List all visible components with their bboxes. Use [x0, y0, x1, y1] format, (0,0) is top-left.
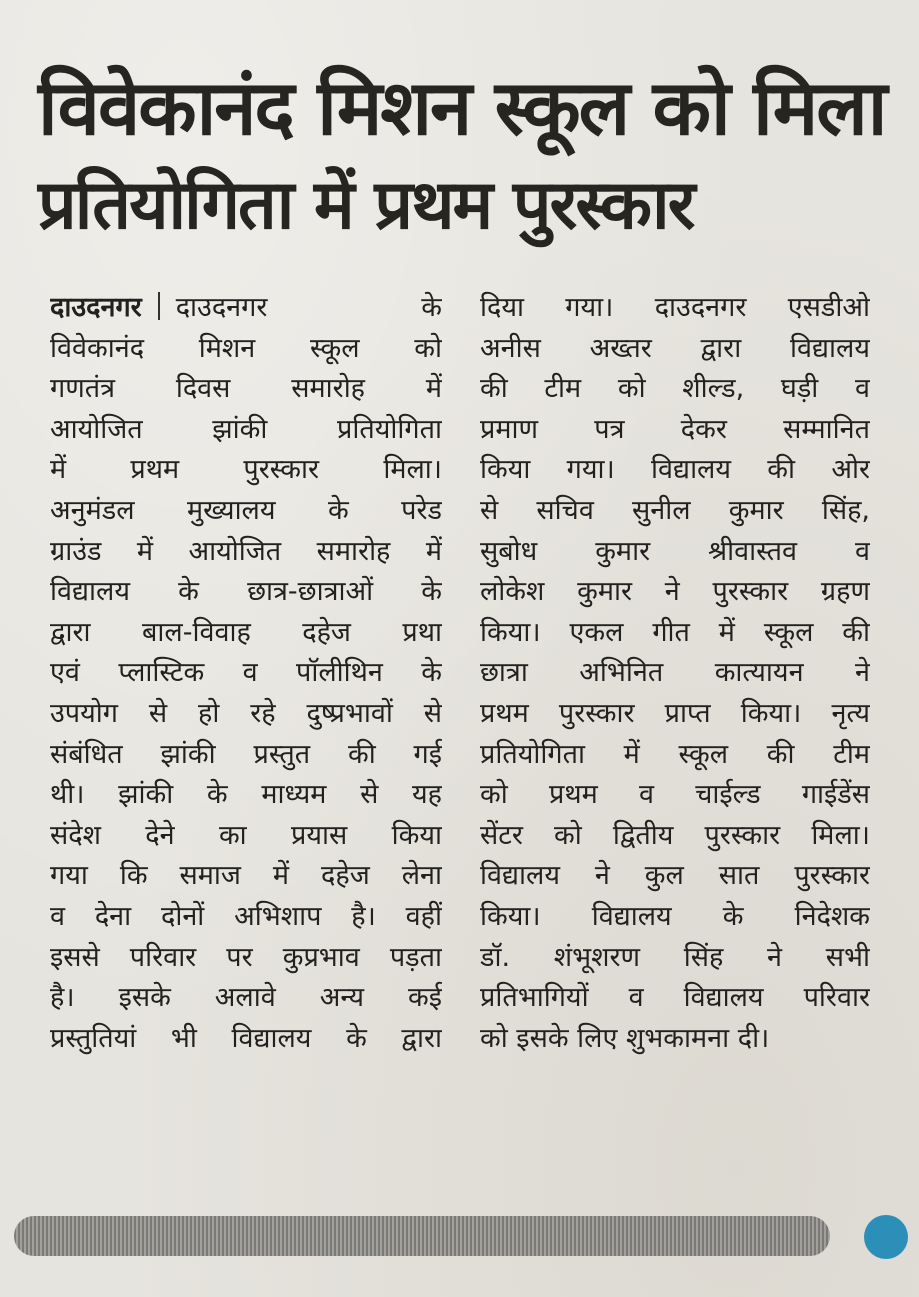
headline-line-2: प्रतियोगिता में प्रथम पुरस्कार [38, 166, 694, 245]
column-line: प्रतिभागियों व विद्यालय परिवार [480, 982, 870, 1014]
column-line: डॉ. शंभूशरण सिंह ने सभी [480, 941, 870, 973]
column-line: में प्रथम पुरस्कार मिला। [50, 454, 442, 486]
first-line [50, 288, 442, 329]
column-line: प्रमाण पत्र देकर सम्मानित [480, 413, 870, 445]
dateline-separator [158, 292, 160, 320]
dateline: दाउदनगर [50, 292, 142, 323]
column-line: को इसके लिए शुभकामना दी। [480, 1022, 770, 1054]
column-line: ग्राउंड में आयोजित समारोह में [50, 535, 442, 567]
column-line: से सचिव सुनील कुमार सिंह, [480, 494, 870, 526]
column-line: व देना दोनों अभिशाप है। वहीं [50, 900, 442, 932]
column-line: सुबोध कुमार श्रीवास्तव व [480, 535, 870, 567]
headline [38, 58, 888, 254]
column-line: सेंटर को द्वितीय पुरस्कार मिला। [480, 819, 870, 851]
column-line: थी। झांकी के माध्यम से यह [50, 779, 442, 811]
column-line: विवेकानंद मिशन स्कूल को [50, 332, 442, 364]
bottom-rule [14, 1216, 830, 1256]
column-line: विद्यालय के छात्र-छात्राओं के [50, 576, 442, 608]
column-line: अनुमंडल मुख्यालय के परेड [50, 494, 442, 526]
column-line: की टीम को शील्ड, घड़ी व [480, 373, 870, 405]
column-line: इससे परिवार पर कुप्रभाव पड़ता [50, 941, 442, 973]
column-line: किया। विद्यालय के निदेशक [480, 900, 870, 932]
column-line: प्रस्तुतियां भी विद्यालय के द्वारा [50, 1022, 442, 1054]
column-line: अनीस अख्तर द्वारा विद्यालय [480, 332, 870, 364]
page-marker-icon [864, 1215, 908, 1259]
column-line: विद्यालय ने कुल सात पुरस्कार [480, 860, 870, 892]
column-line: प्रतियोगिता में स्कूल की टीम [480, 738, 870, 770]
column-line: एवं प्लास्टिक व पॉलीथिन के [50, 657, 442, 689]
column-line: संबंधित झांकी प्रस्तुत की गई [50, 738, 442, 770]
article-column-left [50, 288, 442, 1059]
column-line: किया गया। विद्यालय की ओर [480, 454, 870, 486]
column-line: किया। एकल गीत में स्कूल की [480, 616, 870, 648]
column-line: आयोजित झांकी प्रतियोगिता [50, 413, 442, 445]
column-line: दाउदनगर के [175, 292, 442, 323]
column-line: है। इसके अलावे अन्य कई [50, 982, 442, 1014]
column-line: गया कि समाज में दहेज लेना [50, 860, 442, 892]
column-line: प्रथम पुरस्कार प्राप्त किया। नृत्य [480, 697, 870, 729]
article-column-right [480, 288, 870, 1059]
column-line: गणतंत्र दिवस समारोह में [50, 373, 442, 405]
headline-line-1: विवेकानंद मिशन स्कूल को मिला [38, 63, 886, 152]
column-line: दिया गया। दाउदनगर एसडीओ [480, 292, 870, 323]
column-line: संदेश देने का प्रयास किया [50, 819, 442, 851]
column-line: उपयोग से हो रहे दुष्प्रभावों से [50, 697, 442, 729]
column-line: द्वारा बाल-विवाह दहेज प्रथा [50, 616, 442, 648]
column-line: छात्रा अभिनित कात्यायन ने [480, 657, 870, 689]
column-line: को प्रथम व चाईल्ड गाईडेंस [480, 779, 870, 811]
column-line: लोकेश कुमार ने पुरस्कार ग्रहण [480, 576, 870, 608]
